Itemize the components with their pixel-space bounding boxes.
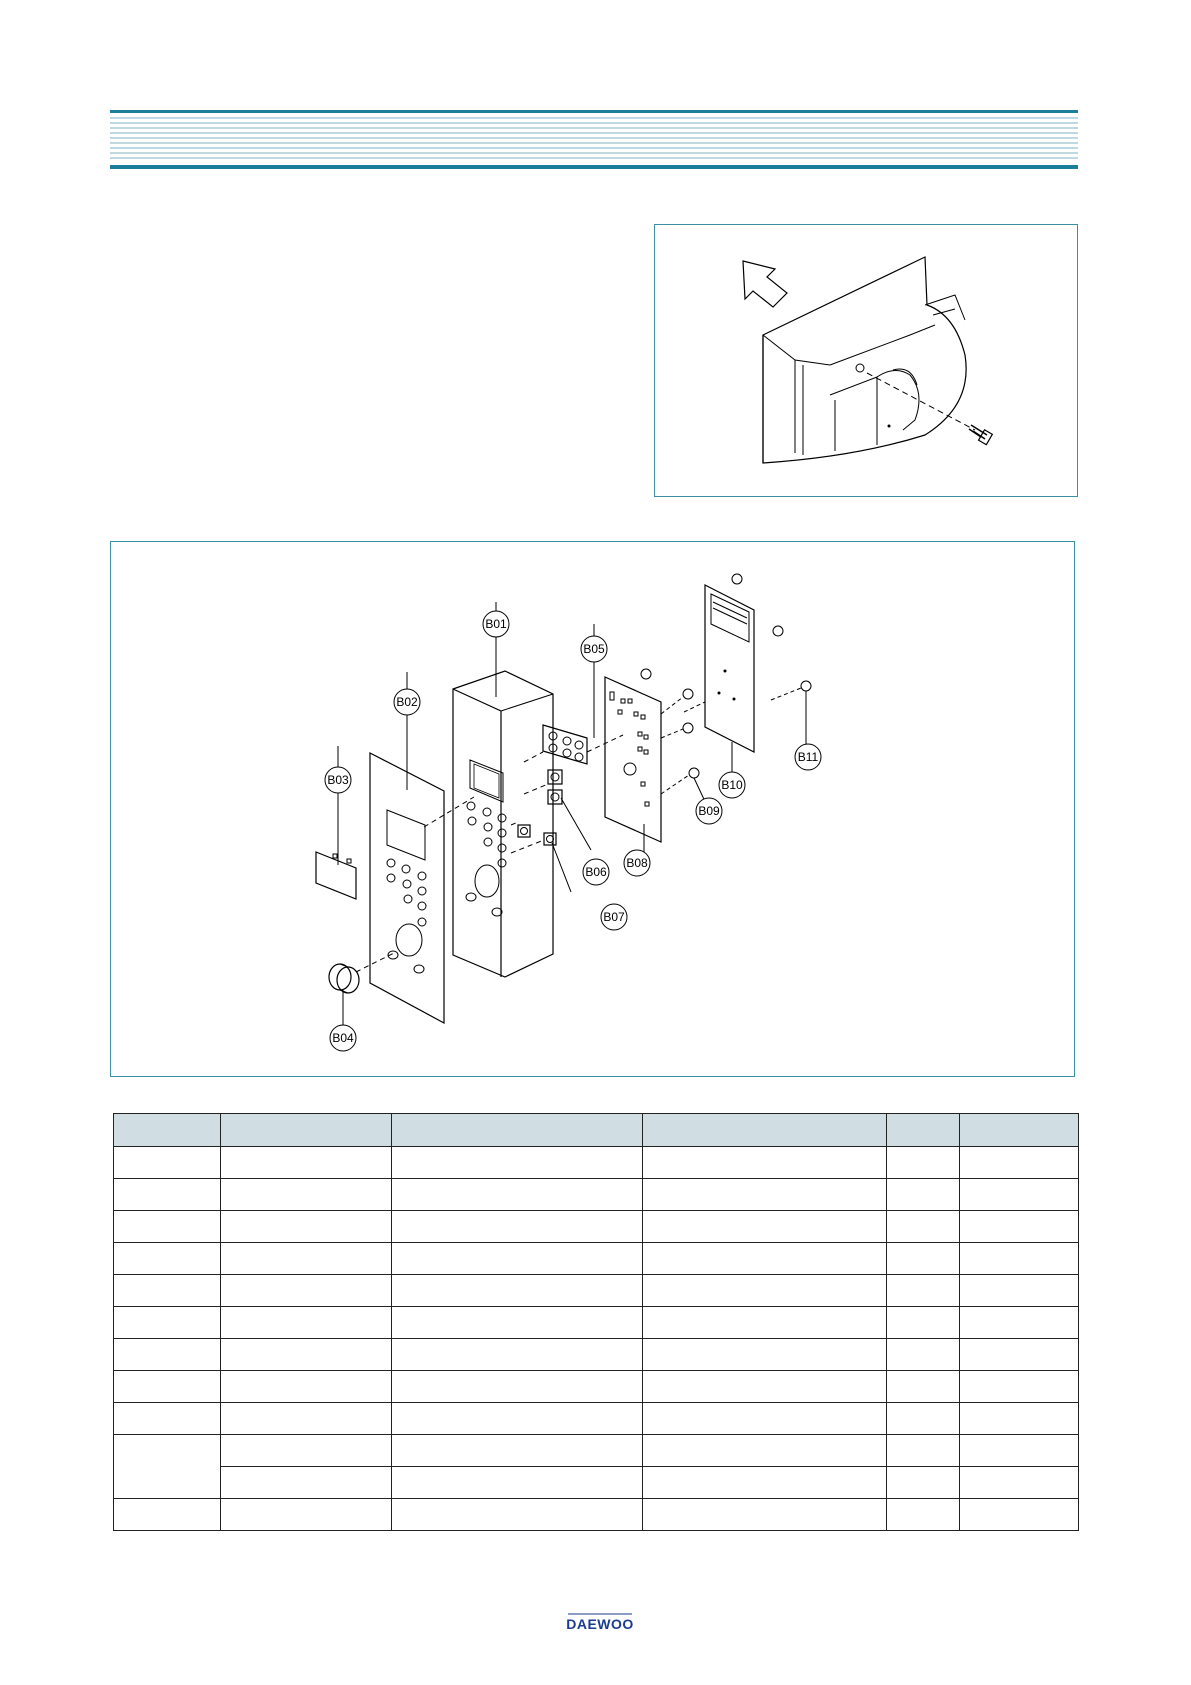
table-cell <box>221 1147 392 1179</box>
table-cell <box>960 1179 1079 1211</box>
table-cell <box>960 1147 1079 1179</box>
label-b01: B01 <box>485 617 507 631</box>
table-cell <box>392 1147 643 1179</box>
table-cell <box>887 1307 960 1339</box>
table-cell <box>960 1275 1079 1307</box>
screw-icon <box>641 669 699 778</box>
column-header <box>392 1114 643 1147</box>
exploded-view-box <box>110 541 1075 1077</box>
table-cell <box>887 1403 960 1435</box>
table-cell <box>960 1307 1079 1339</box>
part-b08-pcb <box>605 677 661 842</box>
cabinet-screw-illustration <box>655 225 1077 496</box>
table-cell <box>643 1467 887 1499</box>
table-cell <box>221 1467 392 1499</box>
table-cell <box>392 1307 643 1339</box>
table-cell <box>114 1403 221 1435</box>
table-cell <box>643 1243 887 1275</box>
table-row <box>114 1499 1079 1531</box>
part-b01-front-frame <box>453 671 553 977</box>
direction-arrow-icon <box>743 261 787 307</box>
table-cell <box>114 1339 221 1371</box>
table-cell <box>643 1307 887 1339</box>
label-b05: B05 <box>583 642 605 656</box>
table-cell <box>114 1371 221 1403</box>
table-cell <box>392 1371 643 1403</box>
part-b06-switches <box>548 770 562 804</box>
table-cell <box>643 1435 887 1467</box>
table-row <box>114 1243 1079 1275</box>
table-cell <box>887 1147 960 1179</box>
table-row <box>114 1275 1079 1307</box>
label-b07: B07 <box>603 910 625 924</box>
column-header <box>960 1114 1079 1147</box>
table-cell <box>221 1499 392 1531</box>
table-cell <box>114 1243 221 1275</box>
part-b10-display-board <box>705 585 754 752</box>
table-row <box>114 1467 1079 1499</box>
table-row <box>114 1179 1079 1211</box>
table-cell <box>887 1371 960 1403</box>
exploded-view-diagram <box>111 542 1074 1076</box>
table-cell <box>221 1211 392 1243</box>
table-cell <box>887 1179 960 1211</box>
table-row <box>114 1403 1079 1435</box>
table-row <box>114 1371 1079 1403</box>
table-cell <box>392 1243 643 1275</box>
table-cell <box>221 1243 392 1275</box>
table-row <box>114 1435 1079 1467</box>
table-cell <box>221 1403 392 1435</box>
table-cell <box>392 1211 643 1243</box>
table-cell <box>960 1467 1079 1499</box>
table-cell <box>960 1243 1079 1275</box>
table-cell <box>643 1403 887 1435</box>
table-cell <box>643 1211 887 1243</box>
part-b07-switches <box>518 825 556 845</box>
label-b03: B03 <box>327 773 349 787</box>
table-cell <box>114 1307 221 1339</box>
table-cell <box>960 1211 1079 1243</box>
label-b11: B11 <box>797 750 819 764</box>
screw-icon <box>969 425 992 445</box>
table-cell <box>221 1339 392 1371</box>
label-b08: B08 <box>626 856 648 870</box>
table-cell <box>392 1467 643 1499</box>
table-cell <box>887 1211 960 1243</box>
table-row <box>114 1211 1079 1243</box>
table-cell <box>887 1467 960 1499</box>
table-cell <box>960 1339 1079 1371</box>
table-row <box>114 1307 1079 1339</box>
column-header <box>221 1114 392 1147</box>
detail-figure-box <box>654 224 1078 497</box>
label-b09: B09 <box>698 804 720 818</box>
logo-text: DAEWOO <box>566 1616 634 1632</box>
parts-table <box>113 1113 1079 1531</box>
table-cell <box>392 1403 643 1435</box>
table-cell <box>221 1435 392 1467</box>
table-cell <box>887 1339 960 1371</box>
table-cell <box>960 1499 1079 1531</box>
table-cell <box>643 1275 887 1307</box>
table-cell <box>643 1499 887 1531</box>
table-cell <box>392 1275 643 1307</box>
table-cell <box>960 1435 1079 1467</box>
table-cell <box>887 1435 960 1467</box>
title-band-rules <box>110 110 1078 174</box>
table-cell <box>643 1147 887 1179</box>
part-b03-display-window <box>316 852 356 899</box>
table-cell <box>114 1435 221 1499</box>
screw-icon <box>732 574 811 691</box>
table-cell <box>643 1339 887 1371</box>
part-b04-knob <box>329 964 359 993</box>
table-header-row <box>114 1114 1079 1147</box>
table-cell <box>114 1499 221 1531</box>
table-cell <box>960 1371 1079 1403</box>
table-cell <box>221 1307 392 1339</box>
table-row <box>114 1339 1079 1371</box>
table-cell <box>392 1499 643 1531</box>
part-b05-key-block <box>543 725 587 764</box>
table-cell <box>221 1275 392 1307</box>
table-cell <box>114 1147 221 1179</box>
table-cell <box>392 1435 643 1467</box>
daewoo-logo <box>560 1611 640 1633</box>
table-cell <box>643 1179 887 1211</box>
label-b04: B04 <box>332 1031 354 1045</box>
column-header <box>114 1114 221 1147</box>
table-cell <box>114 1179 221 1211</box>
table-cell <box>221 1371 392 1403</box>
table-cell <box>392 1179 643 1211</box>
table-cell <box>887 1243 960 1275</box>
label-b02: B02 <box>396 695 418 709</box>
column-header <box>643 1114 887 1147</box>
table-row <box>114 1147 1079 1179</box>
table-cell <box>221 1179 392 1211</box>
label-b10: B10 <box>721 778 743 792</box>
table-cell <box>887 1275 960 1307</box>
table-cell <box>392 1339 643 1371</box>
part-b02-panel-sheet <box>370 753 444 1023</box>
table-cell <box>114 1211 221 1243</box>
table-cell <box>643 1371 887 1403</box>
title-band <box>110 110 1078 174</box>
column-header <box>887 1114 960 1147</box>
table-cell <box>960 1403 1079 1435</box>
table-cell <box>887 1499 960 1531</box>
label-b06: B06 <box>585 865 607 879</box>
table-cell <box>114 1275 221 1307</box>
